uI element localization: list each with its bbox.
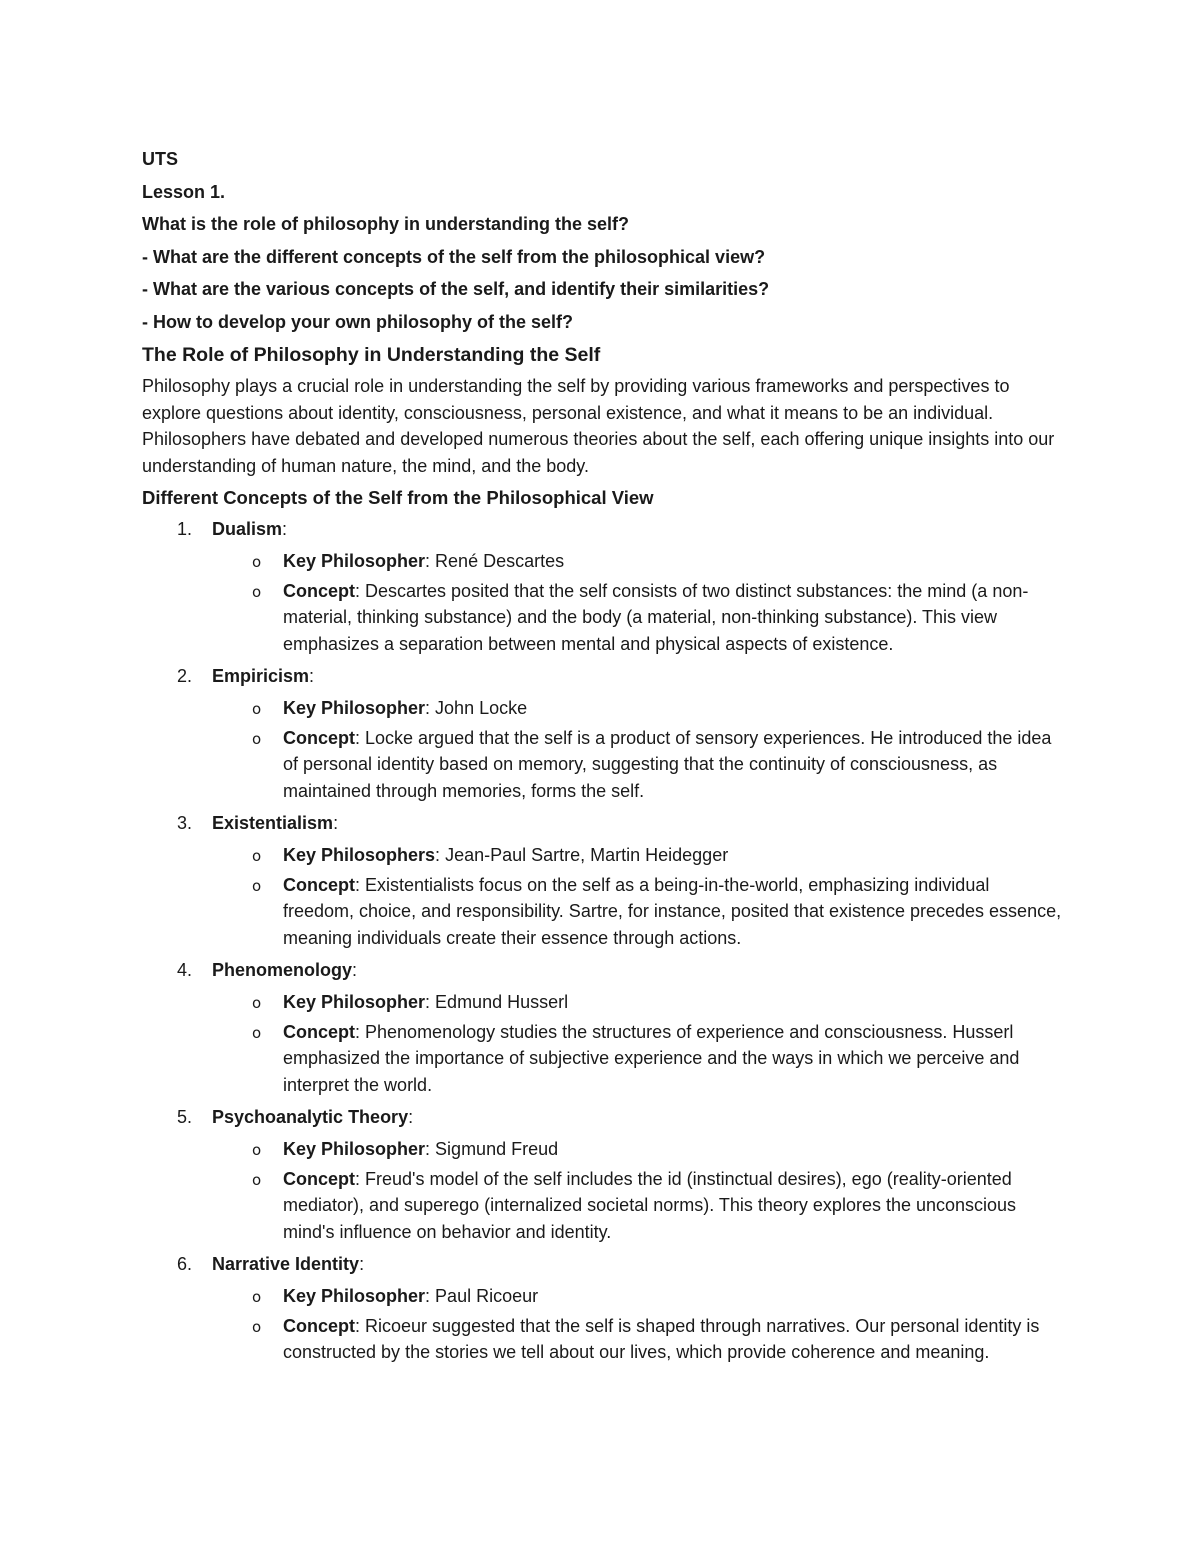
course-title: UTS <box>142 149 178 169</box>
concept-item <box>142 807 1062 951</box>
concept-details <box>212 989 1062 1098</box>
circle-bullet-icon: o <box>252 1288 262 1306</box>
concept-entry: o Concept: Descartes posited that the self consists of two distinct substances: the mind (a non-material, thinking substance) and the body (a material, non-thinking substance). This view emphasizes a separation between mental and physical aspects of existence. <box>212 578 1062 658</box>
philosopher-name: Edmund Husserl <box>435 992 569 1012</box>
concepts-list <box>142 513 1062 1366</box>
philosopher-label: Key Philosophers <box>283 845 436 865</box>
concept-details <box>212 695 1062 804</box>
guide-question: What is the role of philosophy in understanding the self? <box>142 214 630 234</box>
circle-bullet-icon: o <box>252 876 262 895</box>
philosopher-label: Key Philosopher <box>283 992 426 1012</box>
circle-bullet-icon: o <box>252 1170 262 1189</box>
concept-name-heading: Dualism: <box>212 519 288 539</box>
philosopher-name: Jean-Paul Sartre, Martin Heidegger <box>445 845 729 865</box>
philosopher-entry: o Key Philosophers: Jean-Paul Sartre, Martin Heidegger <box>212 842 1062 869</box>
philosopher-name: John Locke <box>435 698 528 718</box>
guide-question: - How to develop your own philosophy of the self? <box>142 311 573 332</box>
concept-label: Concept <box>283 1315 355 1336</box>
philosopher-name: Paul Ricoeur <box>435 1286 539 1306</box>
circle-bullet-icon: o <box>252 1023 262 1042</box>
concept-description: Locke argued that the self is a product of sensory experiences. He introduced the idea of personal identity based on memory, suggesting that the continuity of consciousness, as maintained through memories, forms the self. <box>283 727 1052 801</box>
philosopher-entry: o Key Philosopher: Sigmund Freud <box>212 1136 1062 1163</box>
section-heading-role: The Role of Philosophy in Understanding the Self <box>142 344 601 366</box>
philosopher-entry: o Key Philosopher: René Descartes <box>212 548 1062 575</box>
concept-label: Concept <box>283 727 355 748</box>
philosopher-label: Key Philosopher <box>283 698 426 718</box>
concept-entry: o Concept: Locke argued that the self is a product of sensory experiences. He introduced the idea of personal identity based on memory, suggesting that the continuity of consciousness, as maintained through memories, forms the self. <box>212 725 1062 805</box>
concept-name: Psychoanalytic Theory <box>212 1107 409 1127</box>
guide-question: - What are the different concepts of the self from the philosophical view? <box>142 246 766 267</box>
circle-bullet-icon: o <box>252 1141 262 1159</box>
concept-name-heading: Phenomenology: <box>212 960 358 980</box>
concept-details <box>212 1136 1062 1245</box>
concept-description: Phenomenology studies the structures of experience and consciousness. Husserl emphasized the importance of subjective experience and the ways in which we perceive and interpret the world. <box>283 1021 1020 1095</box>
concept-description: Existentialists focus on the self as a being-in-the-world, emphasizing individual freedom, choice, and responsibility. Sartre, for instance, posited that existence precedes essence, meaning individuals create their essence through actions. <box>283 874 1062 948</box>
philosopher-name: René Descartes <box>435 551 565 571</box>
concept-name: Narrative Identity <box>212 1254 360 1274</box>
concept-description: Ricoeur suggested that the self is shaped through narratives. Our personal identity is constructed by the stories we tell about our lives, which provide coherence and meaning. <box>283 1315 1040 1362</box>
philosopher-entry: o Key Philosopher: Edmund Husserl <box>212 989 1062 1016</box>
concept-description: Descartes posited that the self consists of two distinct substances: the mind (a non-material, thinking substance) and the body (a material, non-thinking substance). This view emphasizes a separation between mental and physical aspects of existence. <box>283 580 1029 654</box>
concept-name: Dualism <box>212 519 283 539</box>
circle-bullet-icon: o <box>252 700 262 718</box>
concept-entry: o Concept: Existentialists focus on the self as a being-in-the-world, emphasizing individual freedom, choice, and responsibility. Sartre, for instance, posited that existence precedes essence, meaning individuals create their essence through actions. <box>212 872 1062 952</box>
concept-number: 6. <box>177 1254 193 1274</box>
philosopher-label: Key Philosopher <box>283 1139 426 1159</box>
concept-details <box>212 548 1062 657</box>
concept-label: Concept <box>283 1168 355 1189</box>
concept-details <box>212 842 1062 951</box>
circle-bullet-icon: o <box>252 729 262 748</box>
concept-name: Existentialism <box>212 813 334 833</box>
concept-name-heading: Empiricism: <box>212 666 315 686</box>
philosopher-entry: o Key Philosopher: Paul Ricoeur <box>212 1283 1062 1310</box>
concept-label: Concept <box>283 580 355 601</box>
concept-number: 1. <box>177 519 193 539</box>
concept-entry: o Concept: Phenomenology studies the structures of experience and consciousness. Husserl emphasized the importance of subjective experience and the ways in which we perceive and interpret the world. <box>212 1019 1062 1099</box>
guide-question: - What are the various concepts of the self, and identify their similarities? <box>142 279 770 299</box>
guide-questions <box>142 208 1062 338</box>
philosopher-label: Key Philosopher <box>283 551 426 571</box>
concept-item <box>142 660 1062 804</box>
circle-bullet-icon: o <box>252 994 262 1012</box>
lesson-title: Lesson 1. <box>142 181 226 202</box>
philosopher-label: Key Philosopher <box>283 1286 426 1306</box>
concept-item <box>142 1101 1062 1245</box>
concept-number: 5. <box>177 1107 193 1127</box>
circle-bullet-icon: o <box>252 582 262 601</box>
concept-name-heading: Existentialism: <box>212 813 339 833</box>
concept-name: Phenomenology <box>212 960 353 980</box>
concept-description: Freud's model of the self includes the id (instinctual desires), ego (reality-oriented mediator), and superego (internalized societal norms). This theory explores the unconscious mind's influence on behavior and identity. <box>283 1168 1017 1242</box>
circle-bullet-icon: o <box>252 553 262 571</box>
concept-label: Concept <box>283 1021 355 1042</box>
concept-entry: o Concept: Ricoeur suggested that the self is shaped through narratives. Our personal identity is constructed by the stories we tell about our lives, which provide coherence and meaning. <box>212 1313 1062 1366</box>
concept-entry: o Concept: Freud's model of the self includes the id (instinctual desires), ego (reality-oriented mediator), and superego (internalized societal norms). This theory explores the unconscious mind's influence on behavior and identity. <box>212 1166 1062 1246</box>
concept-name-heading: Psychoanalytic Theory: <box>212 1107 414 1127</box>
concept-details <box>212 1283 1062 1366</box>
concept-name-heading: Narrative Identity: <box>212 1254 365 1274</box>
philosopher-entry: o Key Philosopher: John Locke <box>212 695 1062 722</box>
concept-item <box>142 513 1062 657</box>
role-paragraph: Philosophy plays a crucial role in understanding the self by providing various frameworks and perspectives to explore questions about identity, consciousness, personal existence, and what it means to be an individual. Philosophers have debated and developed numerous theories about the self, each offering unique insights into our understanding of human nature, the mind, and the body. <box>142 376 1055 476</box>
circle-bullet-icon: o <box>252 1317 262 1336</box>
concept-number: 3. <box>177 813 193 833</box>
concept-number: 4. <box>177 960 193 980</box>
section-heading-concepts: Different Concepts of the Self from the Philosophical View <box>142 487 654 508</box>
concept-item <box>142 954 1062 1098</box>
concept-name: Empiricism <box>212 666 310 686</box>
concept-item <box>142 1248 1062 1366</box>
circle-bullet-icon: o <box>252 847 262 865</box>
concept-number: 2. <box>177 666 193 686</box>
concept-label: Concept <box>283 874 355 895</box>
document-page <box>142 143 1062 1369</box>
philosopher-name: Sigmund Freud <box>435 1139 559 1159</box>
